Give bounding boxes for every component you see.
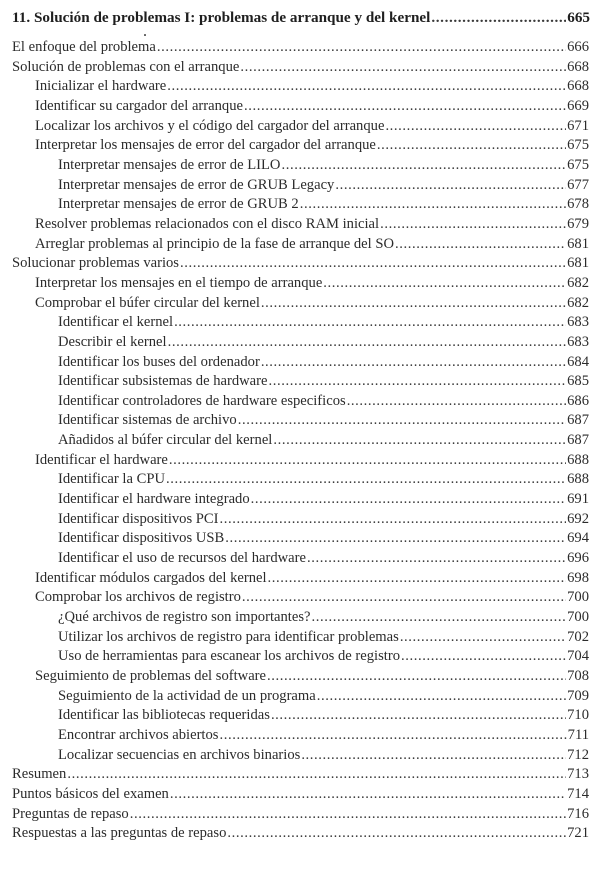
dot-leader [130,805,566,825]
chapter-heading[interactable] [12,8,590,28]
entry-label: Identificar la CPU [58,471,165,488]
entry-page-number: 686 [567,392,589,409]
dot-leader [347,392,566,412]
toc-subsubsection[interactable] [0,372,589,392]
entry-page-number: 684 [567,353,589,370]
entry-page-number: 678 [567,196,589,213]
toc-subsection[interactable] [0,294,589,314]
entry-label: Comprobar el búfer circular del kernel [35,294,260,311]
toc-subsection[interactable] [0,77,589,97]
toc-subsubsection[interactable] [0,726,589,746]
entry-page-number: 682 [567,274,589,291]
toc-subsection[interactable] [0,235,589,255]
dot-leader [335,176,566,196]
dot-leader [400,628,566,648]
entry-label: Identificar el uso de recursos del hardware [58,550,306,567]
entry-page-number: 712 [567,746,589,763]
entry-label: Localizar los archivos y el código del cargador del arranque [35,117,385,134]
entry-page-number: 694 [567,530,589,547]
toc-subsection[interactable] [0,215,589,235]
toc-subsubsection[interactable] [0,687,589,707]
toc-subsection[interactable] [0,117,589,137]
entry-page-number: 716 [567,805,589,822]
entry-label: Identificar módulos cargados del kernel [35,569,267,586]
entry-label: Uso de herramientas para escanear los archivos de registro [58,648,400,665]
toc-subsection[interactable] [0,588,589,608]
toc-section[interactable] [0,765,589,785]
dot-leader [174,313,566,333]
entry-label: Inicializar el hardware [35,78,167,95]
entry-label: Localizar secuencias en archivos binarios [58,746,301,763]
toc-subsection[interactable] [0,274,589,294]
dot-leader [225,529,566,549]
entry-page-number: 711 [567,726,589,743]
toc-section[interactable] [0,805,589,825]
dot-leader [267,667,566,687]
dot-leader [244,97,566,117]
entry-label: Identificar controladores de hardware especificos [58,392,346,409]
dot-leader [166,470,566,490]
dot-leader [261,353,566,373]
toc-subsubsection[interactable] [0,431,589,451]
dot-leader [157,38,566,58]
toc-entries [0,38,600,844]
entry-page-number: 683 [567,314,589,331]
dot-leader [380,215,566,235]
entry-label: Identificar su cargador del arranque [35,97,243,114]
toc-subsubsection[interactable] [0,510,589,530]
entry-page-number: 668 [567,58,589,75]
toc-subsection[interactable] [0,451,589,471]
toc-subsubsection[interactable] [0,706,589,726]
entry-page-number: 704 [567,648,589,665]
entry-label: Preguntas de repaso [12,805,129,822]
entry-page-number: 687 [567,432,589,449]
entry-label: Respuestas a las preguntas de repaso [12,825,227,842]
entry-page-number: 713 [567,766,589,783]
toc-subsubsection[interactable] [0,333,589,353]
entry-page-number: 688 [567,451,589,468]
dot-leader [169,451,566,471]
dot-leader [240,58,566,78]
entry-label: Identificar dispositivos PCI [58,510,219,527]
dot-leader [180,254,566,274]
toc-subsubsection[interactable] [0,176,589,196]
chapter-page-number: 665 [567,9,590,26]
dot-leader [268,569,567,589]
entry-page-number: 671 [567,117,589,134]
entry-page-number: 669 [567,97,589,114]
dot-leader [242,588,566,608]
toc-subsubsection[interactable] [0,746,589,766]
entry-label: Interpretar los mensajes de error del cargador del arranque [35,137,376,154]
dot-leader [401,647,566,667]
entry-label: Resumen [12,766,67,783]
toc-subsection[interactable] [0,667,589,687]
dot-leader [167,77,566,97]
entry-label: Interpretar mensajes de error de GRUB 2 [58,196,299,213]
dot-leader [170,785,566,805]
toc-section[interactable] [0,824,589,844]
entry-page-number: 721 [567,825,589,842]
entry-page-number: 687 [567,412,589,429]
entry-label: Identificar las bibliotecas requeridas [58,707,270,724]
entry-label: El enfoque del problema [12,39,156,55]
entry-page-number: 666 [567,39,589,55]
entry-label: Seguimiento de la actividad de un programa [58,687,316,704]
entry-label: Añadidos al búfer circular del kernel [58,432,273,449]
toc-subsubsection[interactable] [0,628,589,648]
entry-page-number: 708 [567,668,589,684]
dot-leader [273,431,566,451]
dot-leader [271,706,566,726]
entry-page-number: 679 [567,215,589,232]
dot-leader [311,608,566,628]
entry-page-number: 698 [567,569,589,586]
entry-label: Interpretar mensajes de error de LILO [58,156,281,173]
dot-leader [307,549,566,569]
entry-page-number: 675 [567,137,589,154]
entry-page-number: 677 [567,176,589,193]
entry-label: Identificar el kernel [58,314,174,331]
toc-subsubsection[interactable] [0,195,589,215]
entry-label: Interpretar mensajes de error de GRUB Legacy [58,176,335,193]
toc-subsubsection[interactable] [0,647,589,667]
entry-page-number: 710 [567,707,589,724]
toc-subsubsection[interactable] [0,608,589,628]
entry-page-number: 682 [567,294,589,311]
toc-subsection[interactable] [0,569,589,589]
chapter-title: 11. Solución de problemas I: problemas de arranque y del kernel [12,9,431,26]
dot-leader [251,490,566,510]
entry-label: Seguimiento de problemas del software [35,668,267,684]
entry-page-number: 681 [567,255,589,272]
entry-page-number: 675 [567,156,589,173]
entry-label: Solucionar problemas varios [12,255,179,272]
toc-subsubsection[interactable] [0,490,589,510]
toc-subsubsection[interactable] [0,549,589,569]
entry-page-number: 702 [567,628,589,645]
entry-label: Interpretar los mensajes en el tiempo de arranque [35,274,323,291]
entry-page-number: 681 [567,235,589,252]
toc-subsection[interactable] [0,97,589,117]
entry-label: ¿Qué archivos de registro son importantes? [58,609,311,626]
dot-leader [261,294,566,314]
entry-page-number: 688 [567,471,589,488]
entry-page-number: 668 [567,78,589,95]
entry-page-number: 692 [567,510,589,527]
dot-leader [281,156,566,176]
entry-label: Describir el kernel [58,333,167,350]
entry-label: Identificar dispositivos USB [58,530,225,547]
dot-leader [219,726,566,746]
entry-page-number: 685 [567,373,589,390]
toc-section[interactable] [0,785,589,805]
dot-leader [317,687,566,707]
dot-leader [377,136,566,156]
entry-page-number: 683 [567,333,589,350]
dot-leader [168,333,567,353]
entry-label: Encontrar archivos abiertos [58,726,219,743]
entry-label: Identificar el hardware integrado [58,491,250,508]
print-speck [144,34,146,36]
dot-leader [67,765,566,785]
toc-subsubsection[interactable] [0,156,589,176]
dot-leader [431,8,566,28]
dot-leader [300,195,566,215]
toc-section[interactable] [0,58,589,78]
toc-subsubsection[interactable] [0,470,589,490]
toc-subsubsection[interactable] [0,411,589,431]
dot-leader [238,411,566,431]
toc-subsubsection[interactable] [0,392,589,412]
toc-subsubsection[interactable] [0,313,589,333]
toc-subsubsection[interactable] [0,529,589,549]
entry-page-number: 714 [567,785,589,802]
dot-leader [269,372,567,392]
entry-label: Comprobar los archivos de registro [35,589,241,606]
entry-label: Identificar sistemas de archivo [58,412,237,429]
toc-section[interactable] [0,38,589,58]
toc-subsection[interactable] [0,136,589,156]
entry-page-number: 709 [567,687,589,704]
entry-page-number: 691 [567,491,589,508]
entry-label: Identificar subsistemas de hardware [58,373,268,390]
dot-leader [385,117,566,137]
entry-label: Resolver problemas relacionados con el disco RAM inicial [35,215,380,232]
entry-label: Arreglar problemas al principio de la fase de arranque del SO [35,235,395,252]
dot-leader [227,824,566,844]
entry-page-number: 696 [567,550,589,567]
dot-leader [301,746,566,766]
entry-label: Puntos básicos del examen [12,785,169,802]
dot-leader [323,274,566,294]
entry-label: Solución de problemas con el arranque [12,58,240,75]
entry-page-number: 700 [567,609,589,626]
entry-label: Utilizar los archivos de registro para identificar problemas [58,628,399,645]
toc-subsubsection[interactable] [0,353,589,373]
entry-label: Identificar los buses del ordenador [58,353,260,370]
toc-section[interactable] [0,254,589,274]
entry-label: Identificar el hardware [35,451,168,468]
entry-page-number: 700 [567,589,589,606]
dot-leader [220,510,567,530]
dot-leader [395,235,566,255]
